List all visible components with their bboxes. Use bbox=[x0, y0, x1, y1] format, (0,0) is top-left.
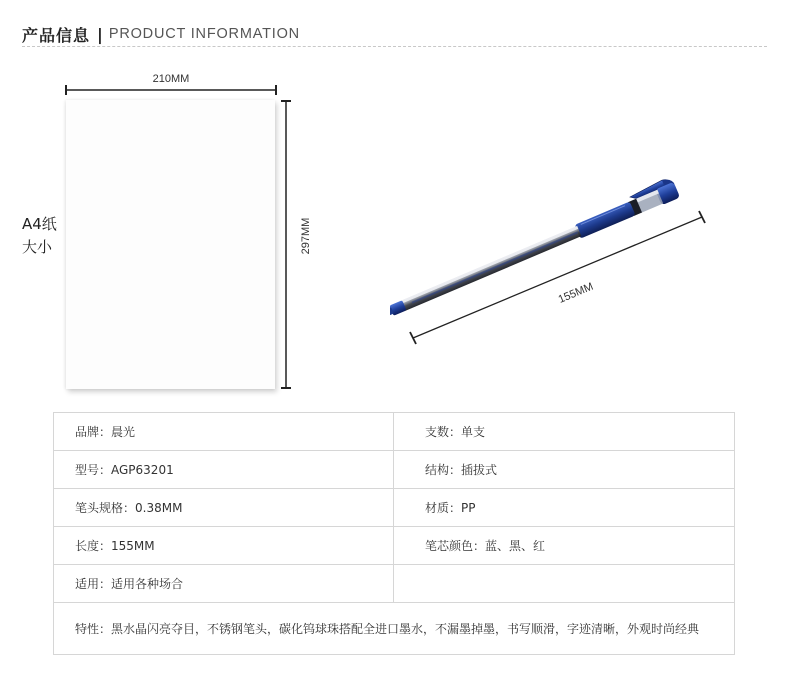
height-dimension bbox=[281, 101, 312, 388]
spec-quantity: 支数：单支 bbox=[394, 413, 735, 451]
feature-key: 特性： bbox=[75, 621, 112, 636]
spec-tip-size: 笔头规格：0.38MM bbox=[54, 489, 394, 527]
width-dimension bbox=[66, 73, 276, 95]
spec-length: 长度：155MM bbox=[54, 527, 394, 565]
spec-structure: 结构：插拔式 bbox=[394, 451, 735, 489]
table-row bbox=[54, 527, 735, 565]
spec-brand: 品牌：晨光 bbox=[54, 413, 394, 451]
table-row bbox=[54, 603, 735, 655]
section-title-cn: 产品信息 bbox=[22, 25, 91, 45]
spec-model: 型号：AGP63201 bbox=[54, 451, 394, 489]
spec-ink-colors: 笔芯颜色：蓝、黑、红 bbox=[394, 527, 735, 565]
title-separator: | bbox=[97, 24, 103, 44]
a4-label-line2: 大小 bbox=[22, 238, 53, 256]
spec-usage: 适用：适用各种场合 bbox=[54, 565, 394, 603]
spec-table bbox=[53, 412, 735, 655]
a4-label-line1: A4纸 bbox=[22, 215, 57, 233]
spec-empty-cell bbox=[394, 565, 735, 603]
gel-pen-image bbox=[390, 170, 720, 350]
table-row bbox=[54, 451, 735, 489]
spec-material: 材质：PP bbox=[394, 489, 735, 527]
pen-length-label: 155MM bbox=[556, 280, 596, 306]
pen-length-dimension bbox=[410, 211, 705, 344]
feature-value: 黑水晶闪亮夺目，不锈钢笔头，碳化钨球珠搭配全进口墨水，不漏墨掉墨，书写顺滑，字迹清晰，外观时尚经典 bbox=[111, 621, 700, 636]
pen-illustration bbox=[390, 170, 720, 350]
width-label: 210MM bbox=[152, 73, 190, 85]
spec-features-cell bbox=[54, 603, 735, 655]
table-row bbox=[54, 489, 735, 527]
section-title-en: PRODUCT INFORMATION bbox=[108, 26, 300, 42]
table-row bbox=[54, 565, 735, 603]
height-label: 297MM bbox=[300, 217, 312, 255]
table-row bbox=[54, 413, 735, 451]
